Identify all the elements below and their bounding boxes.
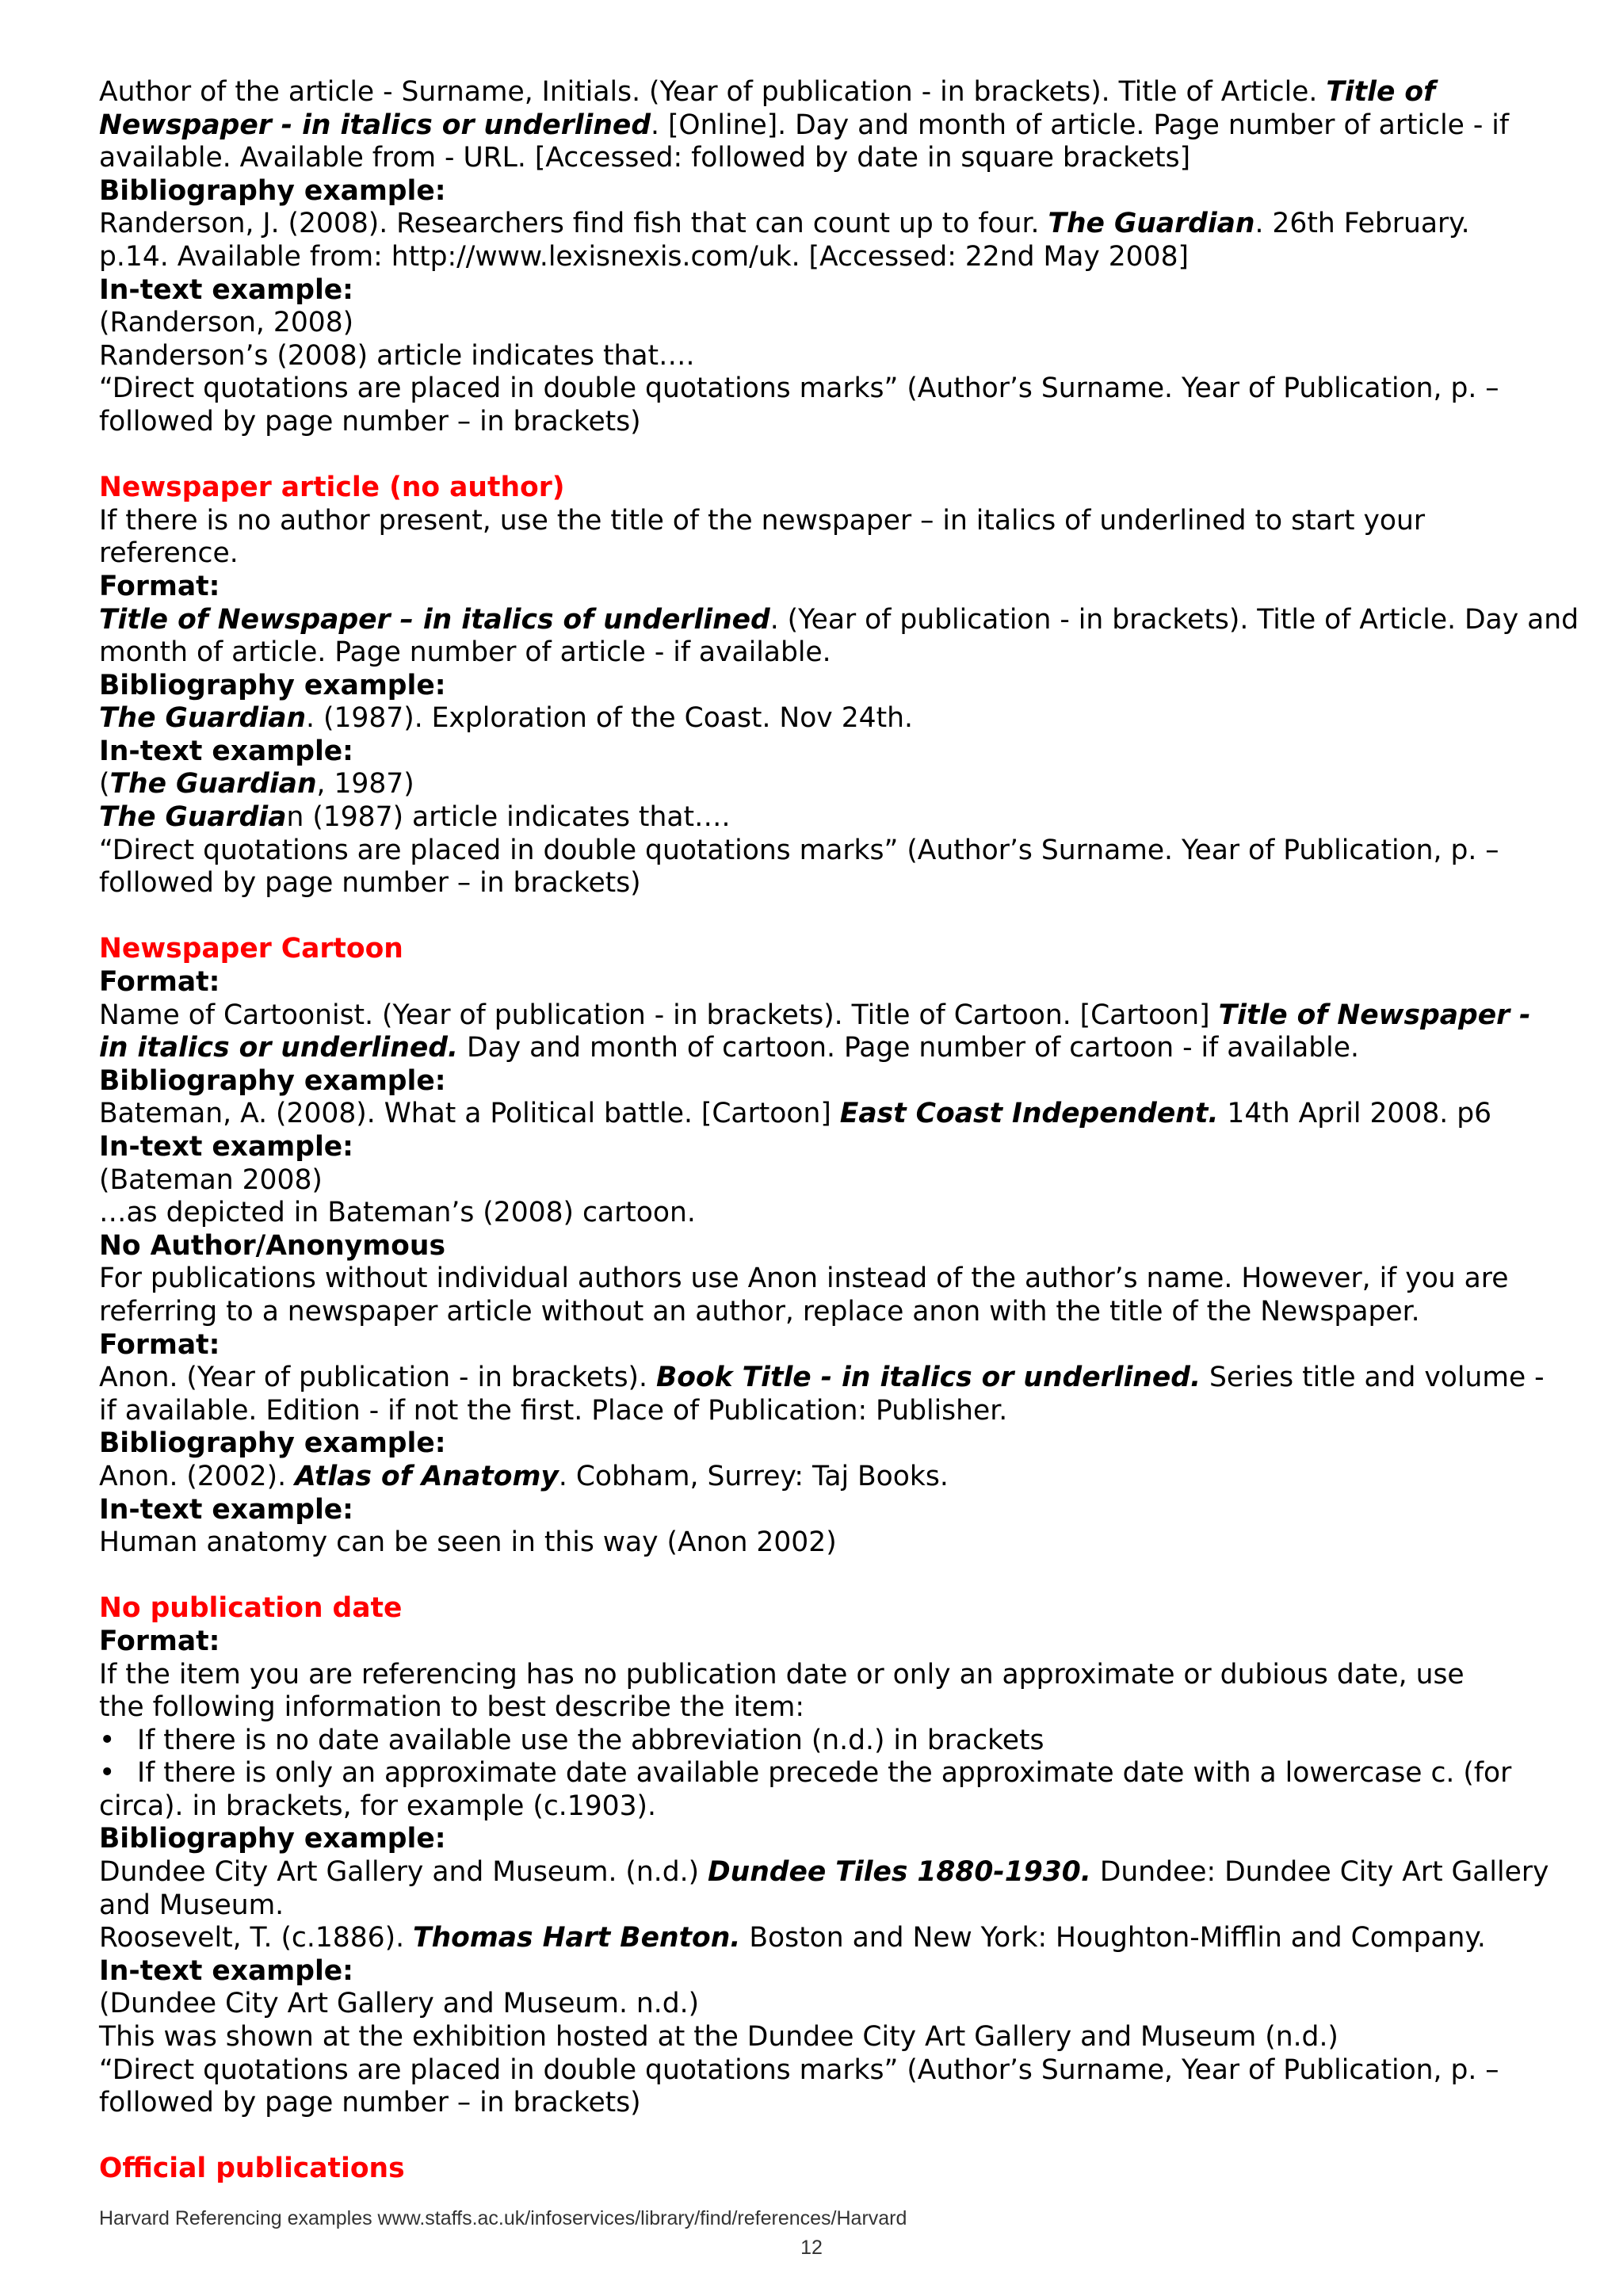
text-line — [99, 1889, 1549, 1923]
bullet-icon: • — [99, 1757, 116, 1790]
text-line — [99, 76, 1549, 109]
text-segment: Format: — [99, 570, 220, 602]
text-line — [99, 1922, 1549, 1955]
text-segment: if available. Edition - if not the first. Place of Publication: Publisher. — [99, 1394, 1008, 1427]
text-line — [99, 1197, 1549, 1230]
example-label — [99, 1823, 1549, 1856]
text-segment: No publication date — [99, 1592, 403, 1625]
text-segment: Newspaper Cartoon — [99, 933, 403, 965]
section-heading — [99, 1592, 1549, 1626]
text-segment: Bibliography example: — [99, 174, 446, 207]
text-line — [99, 1395, 1549, 1428]
text-line — [99, 142, 1549, 175]
example-label — [99, 1626, 1549, 1659]
document-body — [99, 76, 1579, 2186]
text-segment: Dundee City Art Gallery and Museum. (n.d.) — [99, 1856, 708, 1889]
text-segment: ( — [99, 768, 110, 800]
example-label — [99, 274, 1549, 308]
text-segment: No Author/Anonymous — [99, 1229, 445, 1262]
text-segment: circa). in brackets, for example (c.1903). — [99, 1790, 656, 1822]
emphasized-title: Title of — [1326, 76, 1436, 108]
text-segment: In-text example: — [99, 1493, 353, 1526]
text-segment: Bibliography example: — [99, 1823, 446, 1855]
text-segment: Bibliography example: — [99, 1064, 446, 1097]
text-segment: . Cobham, Surrey: Taj Books. — [558, 1460, 949, 1492]
text-segment: Name of Cartoonist. (Year of publication - in brackets). Title of Cartoon. [Cartoon] — [99, 999, 1219, 1031]
text-segment: Randerson’s (2008) article indicates that…. — [99, 339, 695, 372]
text-segment: followed by page number – in brackets) — [99, 867, 641, 900]
text-line — [99, 2021, 1549, 2054]
example-label — [99, 670, 1549, 703]
text-line — [99, 1164, 1549, 1198]
text-line — [99, 1988, 1549, 2021]
bullet-icon: • — [99, 1724, 116, 1756]
section-heading — [99, 2153, 1549, 2186]
page-footer: Harvard Referencing examples www.staffs.ac.uk/infoservices/library/find/references/Harvard — [99, 2207, 907, 2229]
text-segment: Format: — [99, 1328, 220, 1361]
text-line — [99, 999, 1549, 1033]
example-label — [99, 1230, 1549, 1263]
text-segment: n (1987) article indicates that…. — [286, 801, 731, 834]
text-line — [99, 636, 1549, 670]
text-segment: (Dundee City Art Gallery and Museum. n.d.) — [99, 1988, 700, 2020]
example-label — [99, 1427, 1549, 1461]
emphasized-title: Title of Newspaper – in italics of underlined — [99, 603, 770, 636]
example-label — [99, 966, 1549, 999]
text-segment: Newspaper article (no author) — [99, 472, 565, 504]
text-segment: (Randerson, 2008) — [99, 307, 354, 339]
text-line — [99, 2054, 1549, 2088]
example-label — [99, 1955, 1549, 1988]
text-line — [99, 835, 1549, 868]
emphasized-title: Atlas of Anatomy — [295, 1460, 559, 1492]
text-line — [99, 372, 1549, 406]
text-segment: Day and month of cartoon. Page number of cartoon - if available. — [458, 1032, 1359, 1064]
text-line — [99, 1461, 1549, 1494]
blank-line — [99, 439, 1549, 472]
section-heading — [99, 472, 1549, 505]
text-segment: If there is no date available use the abbreviation (n.d.) in brackets — [137, 1724, 1044, 1756]
blank-line — [99, 1560, 1549, 1593]
text-segment: Randerson, J. (2008). Researchers find fish that can count up to four. — [99, 208, 1048, 240]
text-line — [99, 307, 1549, 340]
emphasized-title: The Guardia — [99, 801, 287, 834]
text-segment: month of article. Page number of article - if available. — [99, 636, 831, 669]
text-segment: reference. — [99, 537, 239, 570]
text-line — [99, 1856, 1549, 1889]
text-segment: followed by page number – in brackets) — [99, 405, 641, 437]
example-label — [99, 1329, 1549, 1362]
text-line — [99, 2087, 1549, 2120]
text-line — [99, 505, 1549, 538]
text-line — [99, 1296, 1549, 1329]
text-segment: Human anatomy can be seen in this way (Anon 2002) — [99, 1526, 837, 1559]
emphasized-title: The Guardian — [99, 702, 307, 735]
text-line — [99, 340, 1549, 373]
emphasized-title: Title of Newspaper - — [1218, 999, 1531, 1031]
text-segment: “Direct quotations are placed in double quotations marks” (Author’s Surname. Year of Publication, p. – — [99, 372, 1499, 405]
text-line — [99, 1790, 1549, 1824]
text-segment: In-text example: — [99, 1954, 353, 1987]
example-label — [99, 571, 1549, 604]
text-line — [99, 702, 1549, 735]
text-segment: followed by page number – in brackets) — [99, 2087, 641, 2119]
text-segment: available. Available from - URL. [Accessed: followed by date in square brackets] — [99, 142, 1191, 174]
text-segment: . [Online]. Day and month of article. Page number of article - if — [651, 109, 1510, 141]
text-line — [99, 867, 1549, 900]
bullet-item — [99, 1757, 1549, 1790]
text-line — [99, 1526, 1549, 1560]
text-segment: . (Year of publication - in brackets). Title of Article. Day and — [769, 603, 1579, 636]
text-line — [99, 768, 1549, 801]
text-segment: Bibliography example: — [99, 669, 446, 701]
text-segment: Bateman, A. (2008). What a Political battle. [Cartoon] — [99, 1098, 840, 1130]
text-line — [99, 208, 1549, 241]
text-segment: referring to a newspaper article without an author, replace anon with the title of the Newspaper. — [99, 1295, 1420, 1328]
text-segment: “Direct quotations are placed in double quotations marks” (Author’s Surname. Year of Publication, p. – — [99, 834, 1499, 866]
example-label — [99, 1065, 1549, 1098]
text-line — [99, 1098, 1549, 1131]
text-segment: Series title and volume - — [1201, 1362, 1545, 1394]
emphasized-title: The Guardian — [1048, 208, 1255, 240]
text-segment: If there is only an approximate date available precede the approximate date with a lowercase c. (for — [137, 1757, 1512, 1790]
emphasized-title: Thomas Hart Benton. — [413, 1922, 741, 1954]
emphasized-title: East Coast Independent. — [839, 1098, 1219, 1130]
text-segment: “Direct quotations are placed in double quotations marks” (Author’s Surname, Year of Publication, p. – — [99, 2053, 1499, 2086]
example-label — [99, 735, 1549, 769]
text-segment: Format: — [99, 1625, 220, 1657]
text-segment: . 26th February. — [1254, 208, 1470, 240]
text-segment: Author of the article - Surname, Initials. (Year of publication - in brackets). Title of Article. — [99, 76, 1327, 108]
text-segment: For publications without individual authors use Anon instead of the author’s name. However, if you are — [99, 1263, 1509, 1295]
text-line — [99, 801, 1549, 835]
text-segment: Anon. (Year of publication - in brackets). — [99, 1362, 656, 1394]
bullet-item — [99, 1725, 1549, 1758]
text-segment: Roosevelt, T. (c.1886). — [99, 1922, 414, 1954]
text-segment: the following information to best describe the item: — [99, 1691, 805, 1724]
example-label — [99, 175, 1549, 208]
text-segment: …as depicted in Bateman’s (2008) cartoon. — [99, 1197, 696, 1229]
emphasized-title: Book Title - in italics or underlined. — [655, 1362, 1201, 1394]
text-segment: Boston and New York: Houghton-Mifflin and Company. — [740, 1922, 1486, 1954]
text-segment: In-text example: — [99, 735, 353, 767]
text-segment: If the item you are referencing has no publication date or only an approximate or dubious date, use — [99, 1658, 1465, 1690]
text-segment: , 1987) — [316, 768, 414, 800]
text-line — [99, 109, 1549, 143]
emphasized-title: Dundee Tiles 1880-1930. — [708, 1856, 1091, 1889]
text-segment: 14th April 2008. p6 — [1218, 1098, 1492, 1130]
text-segment: Anon. (2002). — [99, 1460, 296, 1492]
text-segment: In-text example: — [99, 273, 353, 306]
text-line — [99, 1659, 1549, 1692]
section-heading — [99, 933, 1549, 966]
text-segment: In-text example: — [99, 1131, 353, 1163]
text-line — [99, 1691, 1549, 1725]
text-line — [99, 1362, 1549, 1395]
text-line — [99, 537, 1549, 571]
text-segment: . (1987). Exploration of the Coast. Nov 24th. — [306, 702, 913, 735]
text-segment: Format: — [99, 966, 220, 999]
text-segment: Bibliography example: — [99, 1427, 446, 1460]
example-label — [99, 1494, 1549, 1527]
text-segment: and Museum. — [99, 1889, 285, 1921]
emphasized-title: in italics or underlined. — [99, 1032, 459, 1064]
blank-line — [99, 2120, 1549, 2153]
text-line — [99, 241, 1549, 274]
text-segment: Dundee: Dundee City Art Gallery — [1090, 1856, 1549, 1889]
page-number: 12 — [800, 2237, 823, 2259]
emphasized-title: Newspaper - in italics or underlined — [99, 109, 651, 141]
text-segment: Official publications — [99, 2153, 405, 2185]
text-line — [99, 1263, 1549, 1296]
text-line — [99, 1032, 1549, 1065]
blank-line — [99, 900, 1549, 934]
text-segment: This was shown at the exhibition hosted at the Dundee City Art Gallery and Museum (n.d.) — [99, 2021, 1338, 2053]
text-segment: p.14. Available from: http://www.lexisnexis.com/uk. [Accessed: 22nd May 2008] — [99, 240, 1189, 273]
text-line — [99, 603, 1579, 637]
text-line — [99, 406, 1549, 439]
example-label — [99, 1131, 1549, 1164]
text-segment: (Bateman 2008) — [99, 1163, 323, 1196]
emphasized-title: The Guardian — [109, 768, 317, 800]
text-segment: If there is no author present, use the title of the newspaper – in italics of underlined to start your — [99, 504, 1426, 537]
